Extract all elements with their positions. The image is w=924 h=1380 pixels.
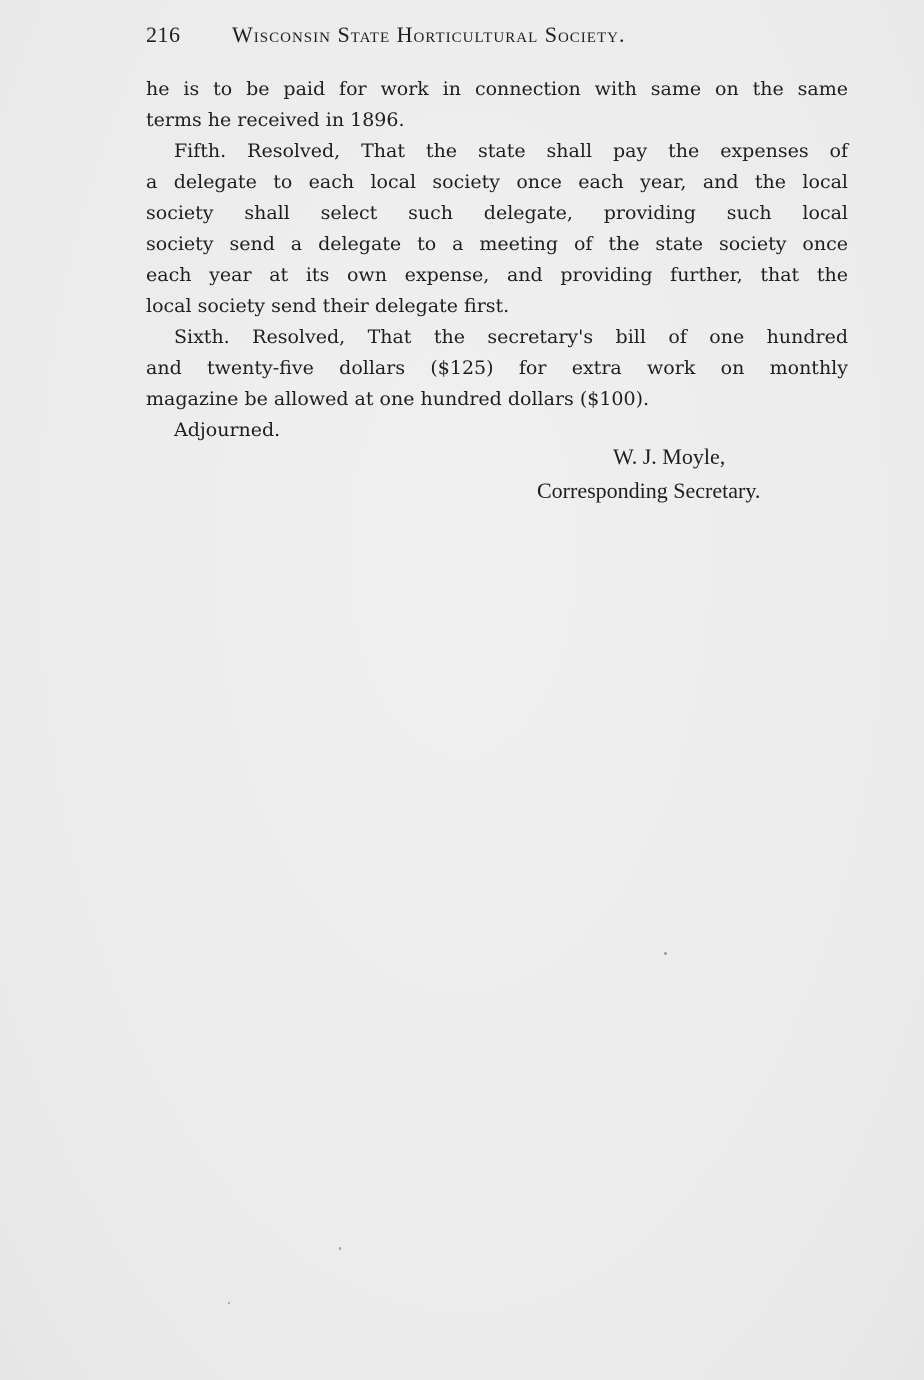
text-line: local society send their delegate first. <box>146 295 510 317</box>
paper-speck <box>339 1247 341 1250</box>
text-line: and twenty-five dollars ($125) for extra work on monthly <box>146 357 848 379</box>
signature-block <box>530 440 830 508</box>
text-line: society shall select such delegate, providing such local <box>146 202 848 224</box>
running-title: Wisconsin State Horticultural Society. <box>232 22 626 47</box>
paper-speck <box>228 1302 230 1304</box>
text-line: Sixth. Resolved, That the secretary's bill of one hundred <box>174 326 848 348</box>
body-text <box>146 74 848 446</box>
text-line: terms he received in 1896. <box>146 109 405 131</box>
text-line: Adjourned. <box>174 419 281 441</box>
text-line: society send a delegate to a meeting of the state society once <box>146 233 848 255</box>
signatory-title: Corresponding Secretary. <box>537 478 761 503</box>
text-line: a delegate to each local society once each year, and the local <box>146 171 848 193</box>
paper-speck <box>664 952 667 955</box>
text-line: magazine be allowed at one hundred dollars ($100). <box>146 388 650 410</box>
text-line: he is to be paid for work in connection with same on the same <box>146 78 848 100</box>
signatory-name: W. J. Moyle, <box>613 444 726 469</box>
page-header <box>146 22 786 54</box>
text-line: Fifth. Resolved, That the state shall pay the expenses of <box>174 140 848 162</box>
page-number: 216 <box>146 22 181 47</box>
text-line: each year at its own expense, and providing further, that the <box>146 264 848 286</box>
